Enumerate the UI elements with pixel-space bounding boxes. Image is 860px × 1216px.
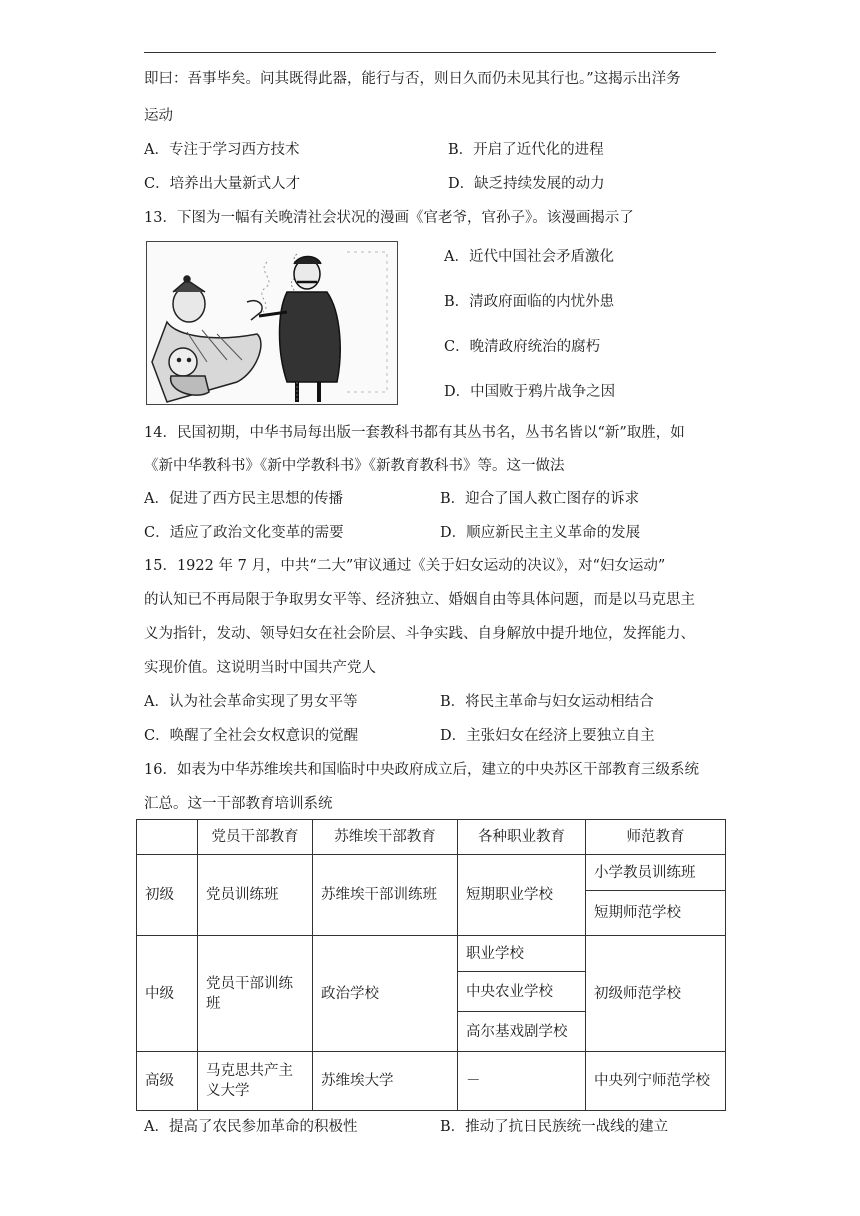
table-header-row [137,820,726,855]
q13-option-b[interactable]: B．清政府面临的内忧外患 [444,294,615,310]
table-cell: 高尔基戏剧学校 [458,1012,586,1052]
table-cell: 政治学校 [313,936,458,1052]
table-row-middle [137,936,726,972]
q14-option-a[interactable]: A．促进了西方民主思想的传播 [144,491,343,507]
table-cell: 苏维埃大学 [313,1052,458,1111]
table-cell: 小学教员训练班 [586,855,726,891]
q14-option-d[interactable]: D．顺应新民主主义革命的发展 [440,525,641,541]
table-cell: 苏维埃干部训练班 [313,855,458,936]
table-cell: － [458,1052,586,1111]
q15-stem-line4: 实现价值。这说明当时中国共产党人 [144,660,376,676]
q12-option-c[interactable]: C．培养出大量新式人才 [144,176,301,192]
cadre-education-table [136,819,726,1111]
q16-option-a[interactable]: A．提高了农民参加革命的积极性 [144,1119,358,1135]
q16-stem-line1: 16．如表为中华苏维埃共和国临时中央政府成立后，建立的中央苏区干部教育三级系统 [144,762,699,778]
q12-stem-line2: 运动 [144,108,173,124]
q13-option-a[interactable]: A．近代中国社会矛盾激化 [444,249,614,265]
q15-option-d[interactable]: D．主张妇女在经济上要独立自主 [440,728,655,744]
table-cell: 初级师范学校 [586,936,726,1052]
header-rule [144,52,716,53]
q15-stem-line1: 15．1922 年 7 月，中共“二大”审议通过《关于妇女运动的决议》，对“妇女运动” [144,558,666,574]
table-cell: 短期师范学校 [586,891,726,936]
q15-option-a[interactable]: A．认为社会革命实现了男女平等 [144,694,358,710]
table-header-empty [137,820,198,855]
q16-option-b[interactable]: B．推动了抗日民族统一战线的建立 [440,1119,669,1135]
table-cell: 职业学校 [458,936,586,972]
q12-option-a[interactable]: A．专注于学习西方技术 [144,142,300,158]
q15-stem-line3: 义为指针，发动、领导妇女在社会阶层、斗争实践、自身解放中提升地位，发挥能力、 [144,626,695,642]
table-cell: 中央列宁师范学校 [586,1052,726,1111]
q14-stem-line2: 《新中华教科书》《新中学教科书》《新教育教科书》等。这一做法 [144,458,565,474]
table-row-junior [137,855,726,891]
table-row-senior [137,1052,726,1111]
table-cell-level: 高级 [137,1052,198,1111]
q15-stem-line2: 的认知已不再局限于争取男女平等、经济独立、婚姻自由等具体问题，而是以马克思主 [144,592,695,608]
q16-stem-line2: 汇总。这一干部教育培训系统 [144,796,333,812]
table-cell: 中央农业学校 [458,972,586,1012]
table-header-normal: 师范教育 [586,820,726,855]
q14-option-b[interactable]: B．迎合了国人救亡图存的诉求 [440,491,640,507]
table-cell: 党员训练班 [198,855,313,936]
cartoon-image [146,241,398,405]
q15-option-b[interactable]: B．将民主革命与妇女运动相结合 [440,694,654,710]
q14-stem-line1: 14．民国初期，中华书局每出版一套教科书都有其丛书名，丛书名皆以“新”取胜，如 [144,425,685,441]
q13-option-c[interactable]: C．晚清政府统治的腐朽 [444,339,601,355]
q12-option-b[interactable]: B．开启了近代化的进程 [448,142,604,158]
table-header-soviet: 苏维埃干部教育 [313,820,458,855]
q13-stem: 13．下图为一幅有关晚清社会状况的漫画《官老爷，官孙子》。该漫画揭示了 [144,210,634,226]
q12-option-d[interactable]: D．缺乏持续发展的动力 [448,176,605,192]
table-cell-level: 中级 [137,936,198,1052]
table-cell: 短期职业学校 [458,855,586,936]
table-cell: 马克思共产主义大学 [198,1052,313,1111]
table-header-party: 党员干部教育 [198,820,313,855]
table-cell: 党员干部训练班 [198,936,313,1052]
q13-option-d[interactable]: D．中国败于鸦片战争之因 [444,384,616,400]
table-header-vocational: 各种职业教育 [458,820,586,855]
q14-option-c[interactable]: C．适应了政治文化变革的需要 [144,525,344,541]
q12-stem-line1: 即曰：吾事毕矣。问其既得此器，能行与否，则日久而仍未见其行也。”这揭示出洋务 [144,71,681,87]
q15-option-c[interactable]: C．唤醒了全社会女权意识的觉醒 [144,728,359,744]
table-cell-level: 初级 [137,855,198,936]
